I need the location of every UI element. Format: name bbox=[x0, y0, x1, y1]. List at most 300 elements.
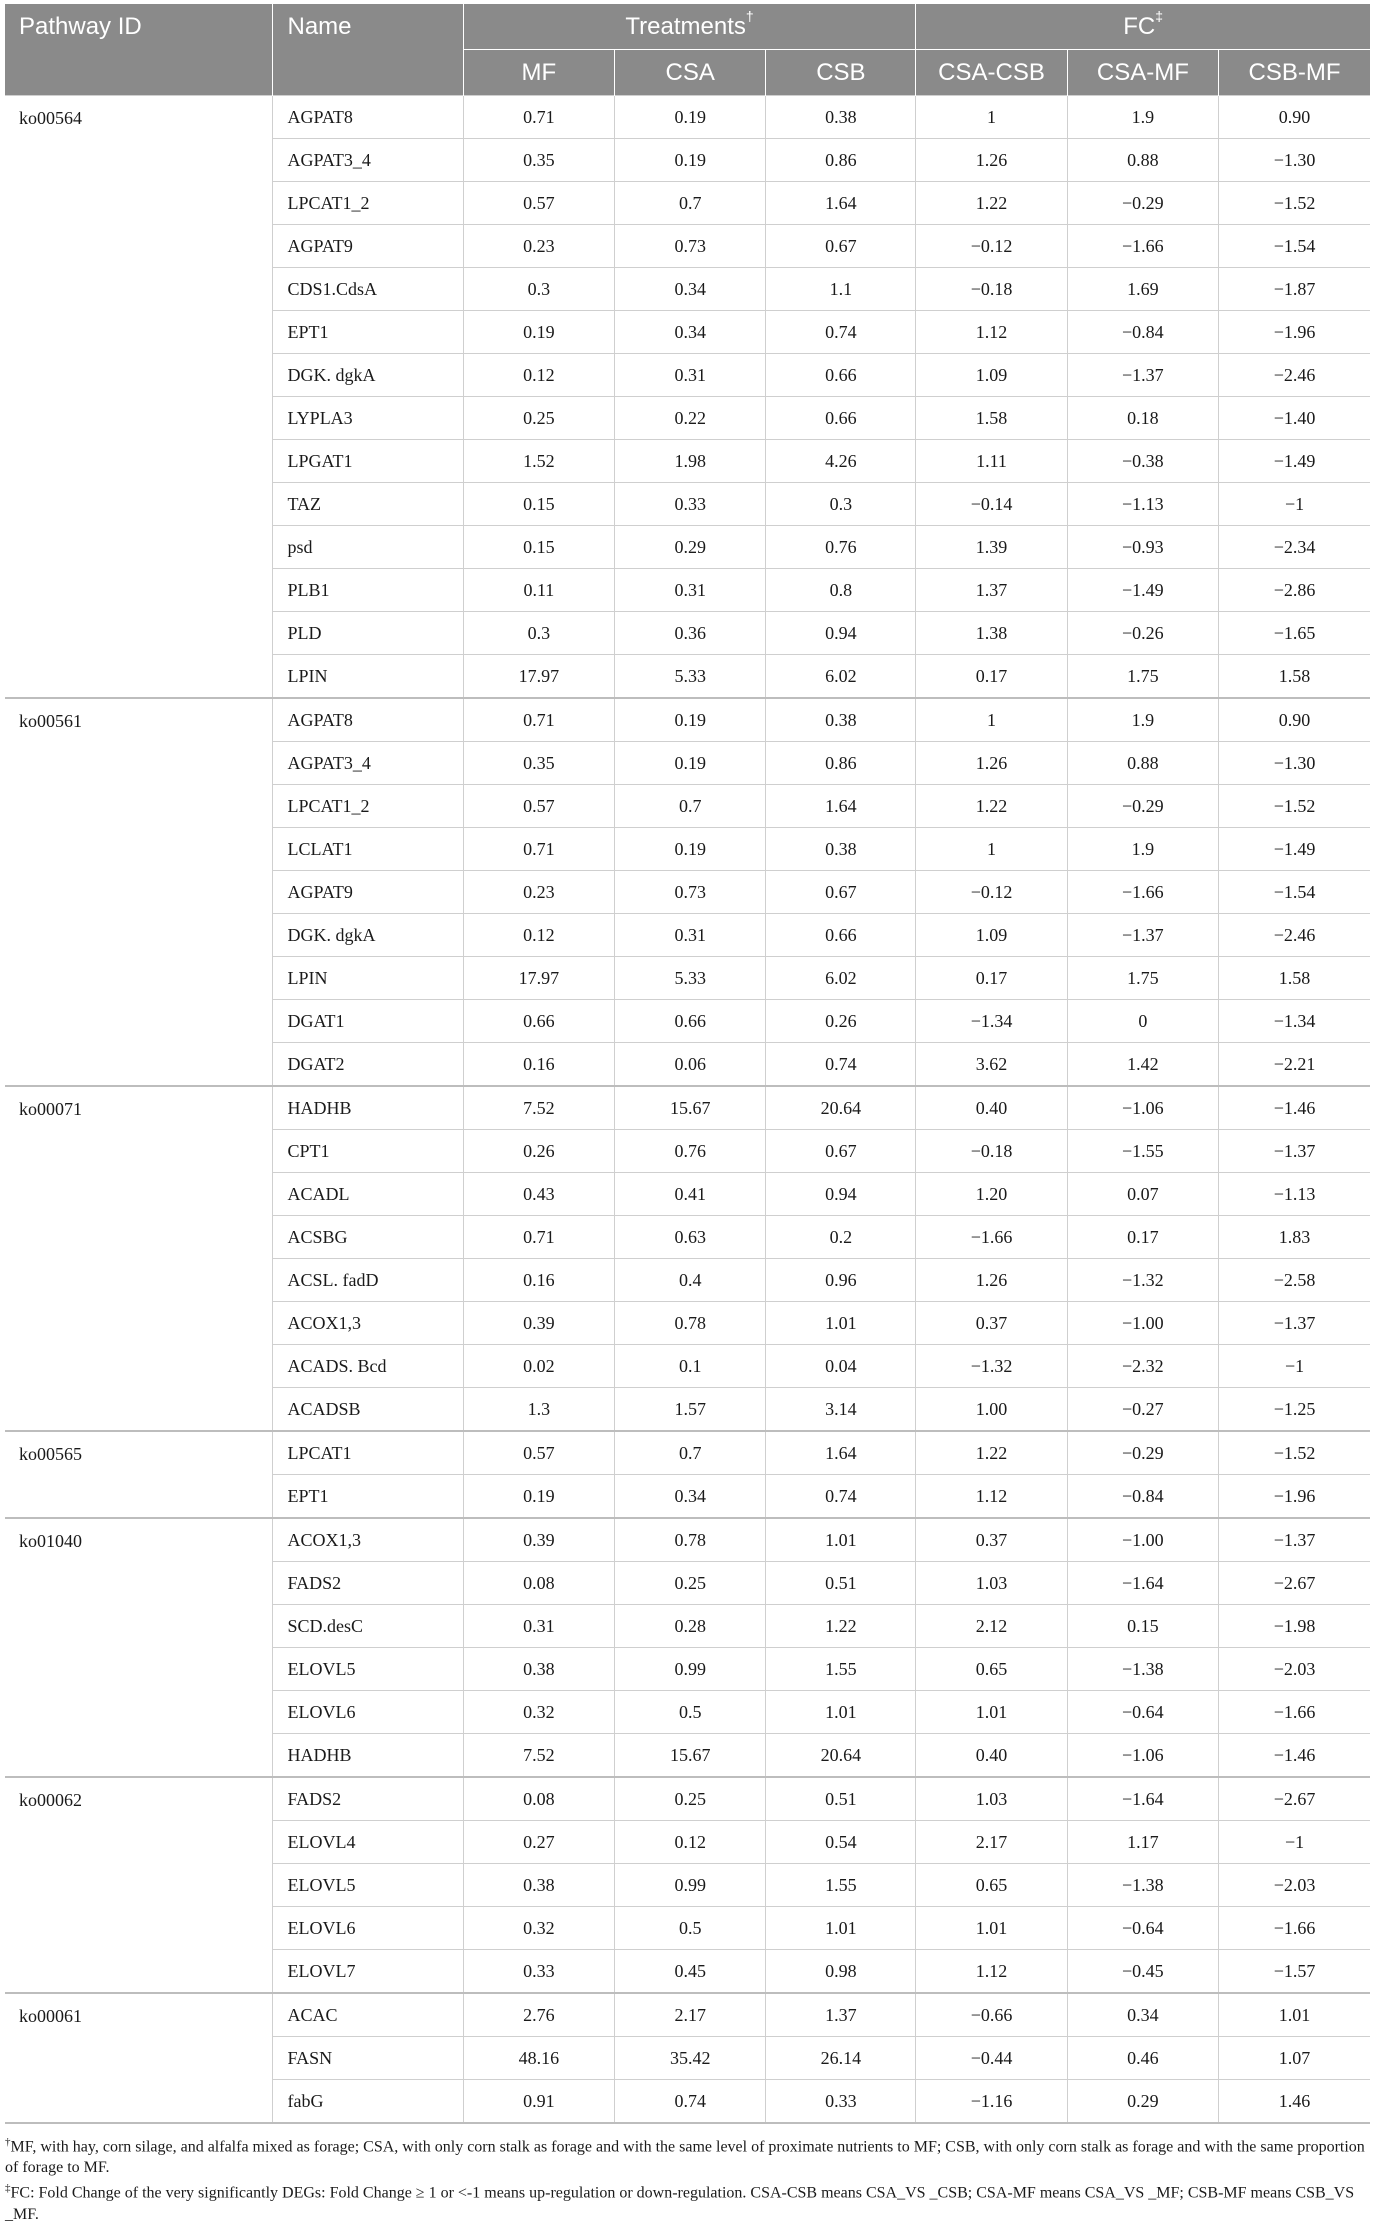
value-cell: 0.74 bbox=[766, 1043, 916, 1087]
gene-name-cell: EPT1 bbox=[273, 311, 463, 354]
value-cell: −2.86 bbox=[1219, 569, 1370, 612]
value-cell: 1.69 bbox=[1067, 268, 1218, 311]
value-cell: 0.7 bbox=[615, 1431, 766, 1475]
value-cell: 0.7 bbox=[615, 182, 766, 225]
fc-footnote-mark: ‡ bbox=[1155, 8, 1164, 24]
value-cell: 7.52 bbox=[463, 1734, 614, 1778]
value-cell: 0.94 bbox=[766, 612, 916, 655]
value-cell: −0.64 bbox=[1067, 1907, 1218, 1950]
value-cell: −1.54 bbox=[1219, 871, 1370, 914]
value-cell: −1.46 bbox=[1219, 1086, 1370, 1130]
value-cell: 0.4 bbox=[615, 1259, 766, 1302]
gene-name-cell: ACAC bbox=[273, 1993, 463, 2037]
value-cell: −1.13 bbox=[1067, 483, 1218, 526]
value-cell: 1.09 bbox=[916, 354, 1067, 397]
value-cell: 5.33 bbox=[615, 957, 766, 1000]
data-table-container bbox=[5, 4, 1370, 2225]
value-cell: 1.1 bbox=[766, 268, 916, 311]
value-cell: 4.26 bbox=[766, 440, 916, 483]
value-cell: −2.58 bbox=[1219, 1259, 1370, 1302]
value-cell: −1.00 bbox=[1067, 1518, 1218, 1562]
value-cell: 0.76 bbox=[615, 1130, 766, 1173]
gene-name-cell: FASN bbox=[273, 2037, 463, 2080]
value-cell: 0.02 bbox=[463, 1345, 614, 1388]
gene-name-cell: ELOVL4 bbox=[273, 1821, 463, 1864]
value-cell: 0.31 bbox=[615, 914, 766, 957]
value-cell: 0.35 bbox=[463, 139, 614, 182]
value-cell: 1.3 bbox=[463, 1388, 614, 1432]
value-cell: −1.16 bbox=[916, 2080, 1067, 2124]
value-cell: 0.33 bbox=[766, 2080, 916, 2124]
value-cell: 1.09 bbox=[916, 914, 1067, 957]
value-cell: −1.30 bbox=[1219, 139, 1370, 182]
value-cell: 1 bbox=[916, 96, 1067, 139]
value-cell: 0.51 bbox=[766, 1777, 916, 1821]
value-cell: 0.06 bbox=[615, 1043, 766, 1087]
value-cell: 0.96 bbox=[766, 1259, 916, 1302]
value-cell: 0.38 bbox=[766, 96, 916, 139]
value-cell: 1.01 bbox=[1219, 1993, 1370, 2037]
value-cell: 0.15 bbox=[463, 483, 614, 526]
value-cell: 0.35 bbox=[463, 742, 614, 785]
value-cell: 1.9 bbox=[1067, 828, 1218, 871]
value-cell: 1.64 bbox=[766, 182, 916, 225]
value-cell: 0.29 bbox=[1067, 2080, 1218, 2124]
value-cell: 1 bbox=[916, 698, 1067, 742]
gene-name-cell: ACSBG bbox=[273, 1216, 463, 1259]
value-cell: −1.37 bbox=[1067, 914, 1218, 957]
value-cell: −1.00 bbox=[1067, 1302, 1218, 1345]
value-cell: 1.52 bbox=[463, 440, 614, 483]
value-cell: 0.90 bbox=[1219, 698, 1370, 742]
value-cell: 2.17 bbox=[615, 1993, 766, 2037]
header-col-csb: CSB bbox=[766, 50, 916, 96]
value-cell: −1.13 bbox=[1219, 1173, 1370, 1216]
value-cell: 1.17 bbox=[1067, 1821, 1218, 1864]
value-cell: −1.37 bbox=[1067, 354, 1218, 397]
value-cell: 0.57 bbox=[463, 1431, 614, 1475]
header-treatments: Treatments† bbox=[463, 4, 916, 50]
value-cell: 0.99 bbox=[615, 1864, 766, 1907]
value-cell: 0.65 bbox=[916, 1648, 1067, 1691]
footnotes bbox=[5, 2124, 1370, 2225]
value-cell: 0.90 bbox=[1219, 96, 1370, 139]
value-cell: 0.43 bbox=[463, 1173, 614, 1216]
value-cell: 0.40 bbox=[916, 1086, 1067, 1130]
value-cell: 0.73 bbox=[615, 225, 766, 268]
value-cell: 17.97 bbox=[463, 655, 614, 699]
table-row bbox=[5, 1993, 1370, 2037]
header-col-csa: CSA bbox=[615, 50, 766, 96]
value-cell: 35.42 bbox=[615, 2037, 766, 2080]
value-cell: −0.93 bbox=[1067, 526, 1218, 569]
value-cell: 3.62 bbox=[916, 1043, 1067, 1087]
value-cell: −1.96 bbox=[1219, 311, 1370, 354]
value-cell: −1.37 bbox=[1219, 1518, 1370, 1562]
table-row bbox=[5, 698, 1370, 742]
value-cell: 0.19 bbox=[463, 311, 614, 354]
value-cell: 0.57 bbox=[463, 785, 614, 828]
gene-name-cell: LCLAT1 bbox=[273, 828, 463, 871]
value-cell: 0.36 bbox=[615, 612, 766, 655]
value-cell: 1.38 bbox=[916, 612, 1067, 655]
value-cell: 7.52 bbox=[463, 1086, 614, 1130]
value-cell: 1.11 bbox=[916, 440, 1067, 483]
value-cell: 0.34 bbox=[615, 1475, 766, 1519]
gene-name-cell: EPT1 bbox=[273, 1475, 463, 1519]
value-cell: 0.67 bbox=[766, 1130, 916, 1173]
value-cell: 1.22 bbox=[916, 1431, 1067, 1475]
value-cell: 1.58 bbox=[916, 397, 1067, 440]
value-cell: 0.11 bbox=[463, 569, 614, 612]
value-cell: 0.71 bbox=[463, 1216, 614, 1259]
value-cell: −1.37 bbox=[1219, 1302, 1370, 1345]
value-cell: 0.65 bbox=[916, 1864, 1067, 1907]
value-cell: 1.12 bbox=[916, 1475, 1067, 1519]
table-row bbox=[5, 96, 1370, 139]
value-cell: −2.03 bbox=[1219, 1864, 1370, 1907]
value-cell: 0.25 bbox=[615, 1777, 766, 1821]
pathway-id-cell: ko00565 bbox=[5, 1431, 273, 1518]
value-cell: −1.98 bbox=[1219, 1605, 1370, 1648]
gene-name-cell: FADS2 bbox=[273, 1562, 463, 1605]
gene-name-cell: psd bbox=[273, 526, 463, 569]
value-cell: 6.02 bbox=[766, 957, 916, 1000]
gene-name-cell: TAZ bbox=[273, 483, 463, 526]
value-cell: 1.55 bbox=[766, 1864, 916, 1907]
gene-name-cell: PLB1 bbox=[273, 569, 463, 612]
value-cell: 0.5 bbox=[615, 1691, 766, 1734]
value-cell: −0.45 bbox=[1067, 1950, 1218, 1994]
value-cell: −1.49 bbox=[1219, 828, 1370, 871]
value-cell: −0.18 bbox=[916, 1130, 1067, 1173]
value-cell: 0.29 bbox=[615, 526, 766, 569]
value-cell: 1.01 bbox=[766, 1691, 916, 1734]
value-cell: 1.58 bbox=[1219, 655, 1370, 699]
value-cell: 6.02 bbox=[766, 655, 916, 699]
value-cell: 0.67 bbox=[766, 225, 916, 268]
value-cell: −1.34 bbox=[1219, 1000, 1370, 1043]
value-cell: −1.52 bbox=[1219, 182, 1370, 225]
value-cell: 0.33 bbox=[615, 483, 766, 526]
value-cell: 1.01 bbox=[766, 1518, 916, 1562]
value-cell: 1.55 bbox=[766, 1648, 916, 1691]
header-col-csa-mf: CSA-MF bbox=[1067, 50, 1218, 96]
table-row bbox=[5, 1518, 1370, 1562]
value-cell: −1.65 bbox=[1219, 612, 1370, 655]
pathway-id-cell: ko00564 bbox=[5, 96, 273, 699]
table-row bbox=[5, 1086, 1370, 1130]
value-cell: −1.06 bbox=[1067, 1086, 1218, 1130]
header-col-mf: MF bbox=[463, 50, 614, 96]
value-cell: 1.12 bbox=[916, 311, 1067, 354]
gene-name-cell: ELOVL5 bbox=[273, 1648, 463, 1691]
pathway-id-cell: ko01040 bbox=[5, 1518, 273, 1777]
value-cell: 0.76 bbox=[766, 526, 916, 569]
value-cell: −2.34 bbox=[1219, 526, 1370, 569]
value-cell: 0.37 bbox=[916, 1518, 1067, 1562]
gene-name-cell: ACOX1,3 bbox=[273, 1302, 463, 1345]
value-cell: 1.20 bbox=[916, 1173, 1067, 1216]
value-cell: 0.45 bbox=[615, 1950, 766, 1994]
footnote-fc: ‡FC: Fold Change of the very significantly DEGs: Fold Change ≥ 1 or <-1 means up-regulation or down-regulation. CSA-CSB means CSA_VS _CSB; CSA-MF means CSA_VS _MF; CSB-MF means CSB_VS _MF. bbox=[5, 2182, 1355, 2223]
value-cell: 2.17 bbox=[916, 1821, 1067, 1864]
value-cell: 0.51 bbox=[766, 1562, 916, 1605]
value-cell: −1.66 bbox=[1219, 1907, 1370, 1950]
value-cell: 0.3 bbox=[463, 268, 614, 311]
value-cell: 0.08 bbox=[463, 1777, 614, 1821]
pathway-id-cell: ko00071 bbox=[5, 1086, 273, 1431]
value-cell: 0.66 bbox=[766, 354, 916, 397]
gene-name-cell: AGPAT9 bbox=[273, 225, 463, 268]
gene-name-cell: LPGAT1 bbox=[273, 440, 463, 483]
value-cell: −0.29 bbox=[1067, 785, 1218, 828]
value-cell: −2.46 bbox=[1219, 354, 1370, 397]
table-row bbox=[5, 1431, 1370, 1475]
value-cell: −0.12 bbox=[916, 871, 1067, 914]
value-cell: 1.75 bbox=[1067, 655, 1218, 699]
value-cell: 0.28 bbox=[615, 1605, 766, 1648]
value-cell: −0.66 bbox=[916, 1993, 1067, 2037]
value-cell: −1.66 bbox=[1067, 225, 1218, 268]
value-cell: 0.88 bbox=[1067, 139, 1218, 182]
gene-name-cell: HADHB bbox=[273, 1086, 463, 1130]
value-cell: −1.49 bbox=[1219, 440, 1370, 483]
value-cell: 0.66 bbox=[766, 397, 916, 440]
value-cell: 1.01 bbox=[766, 1302, 916, 1345]
value-cell: 0.23 bbox=[463, 225, 614, 268]
table-header bbox=[5, 4, 1370, 96]
value-cell: −2.03 bbox=[1219, 1648, 1370, 1691]
value-cell: 0.78 bbox=[615, 1518, 766, 1562]
value-cell: −1.46 bbox=[1219, 1734, 1370, 1778]
gene-name-cell: LPIN bbox=[273, 957, 463, 1000]
value-cell: 0.32 bbox=[463, 1907, 614, 1950]
value-cell: 0.38 bbox=[463, 1864, 614, 1907]
value-cell: 0.23 bbox=[463, 871, 614, 914]
value-cell: −1 bbox=[1219, 483, 1370, 526]
gene-name-cell: DGK. dgkA bbox=[273, 914, 463, 957]
value-cell: 1.64 bbox=[766, 1431, 916, 1475]
value-cell: −0.84 bbox=[1067, 1475, 1218, 1519]
value-cell: 0.34 bbox=[615, 311, 766, 354]
value-cell: 0.54 bbox=[766, 1821, 916, 1864]
value-cell: 1.39 bbox=[916, 526, 1067, 569]
value-cell: −1.06 bbox=[1067, 1734, 1218, 1778]
gene-name-cell: LYPLA3 bbox=[273, 397, 463, 440]
value-cell: −1.38 bbox=[1067, 1648, 1218, 1691]
value-cell: 0.17 bbox=[916, 655, 1067, 699]
value-cell: 0.66 bbox=[463, 1000, 614, 1043]
value-cell: 1.03 bbox=[916, 1777, 1067, 1821]
value-cell: 1.64 bbox=[766, 785, 916, 828]
value-cell: 1.98 bbox=[615, 440, 766, 483]
value-cell: −1.54 bbox=[1219, 225, 1370, 268]
value-cell: −2.21 bbox=[1219, 1043, 1370, 1087]
value-cell: 0.19 bbox=[615, 96, 766, 139]
gene-name-cell: ACADL bbox=[273, 1173, 463, 1216]
gene-name-cell: AGPAT3_4 bbox=[273, 742, 463, 785]
value-cell: 1.01 bbox=[766, 1907, 916, 1950]
pathway-id-cell: ko00061 bbox=[5, 1993, 273, 2123]
header-col-csa-csb: CSA-CSB bbox=[916, 50, 1067, 96]
value-cell: 0.46 bbox=[1067, 2037, 1218, 2080]
gene-name-cell: ELOVL6 bbox=[273, 1691, 463, 1734]
value-cell: 1.42 bbox=[1067, 1043, 1218, 1087]
value-cell: 0.27 bbox=[463, 1821, 614, 1864]
value-cell: 0.38 bbox=[766, 698, 916, 742]
value-cell: 0.99 bbox=[615, 1648, 766, 1691]
value-cell: 1.75 bbox=[1067, 957, 1218, 1000]
value-cell: 0.37 bbox=[916, 1302, 1067, 1345]
value-cell: 0.73 bbox=[615, 871, 766, 914]
value-cell: 0.71 bbox=[463, 96, 614, 139]
value-cell: 1.83 bbox=[1219, 1216, 1370, 1259]
gene-name-cell: fabG bbox=[273, 2080, 463, 2124]
value-cell: 1.37 bbox=[766, 1993, 916, 2037]
value-cell: −1.30 bbox=[1219, 742, 1370, 785]
value-cell: 1.22 bbox=[916, 785, 1067, 828]
value-cell: −0.18 bbox=[916, 268, 1067, 311]
gene-name-cell: LPCAT1_2 bbox=[273, 182, 463, 225]
value-cell: 0.15 bbox=[463, 526, 614, 569]
value-cell: 0.78 bbox=[615, 1302, 766, 1345]
value-cell: 0.2 bbox=[766, 1216, 916, 1259]
gene-name-cell: DGAT2 bbox=[273, 1043, 463, 1087]
value-cell: −1.87 bbox=[1219, 268, 1370, 311]
gene-name-cell: SCD.desC bbox=[273, 1605, 463, 1648]
gene-name-cell: CPT1 bbox=[273, 1130, 463, 1173]
value-cell: 20.64 bbox=[766, 1086, 916, 1130]
value-cell: 20.64 bbox=[766, 1734, 916, 1778]
value-cell: 0.31 bbox=[463, 1605, 614, 1648]
value-cell: −1.66 bbox=[916, 1216, 1067, 1259]
value-cell: 1 bbox=[916, 828, 1067, 871]
value-cell: 0.31 bbox=[615, 569, 766, 612]
value-cell: 0.74 bbox=[766, 311, 916, 354]
value-cell: 0.19 bbox=[463, 1475, 614, 1519]
value-cell: 0.91 bbox=[463, 2080, 614, 2124]
value-cell: 0.38 bbox=[766, 828, 916, 871]
value-cell: 0.33 bbox=[463, 1950, 614, 1994]
value-cell: 0.41 bbox=[615, 1173, 766, 1216]
value-cell: 0.19 bbox=[615, 742, 766, 785]
value-cell: 0.25 bbox=[615, 1562, 766, 1605]
value-cell: 0.17 bbox=[916, 957, 1067, 1000]
value-cell: 0.19 bbox=[615, 828, 766, 871]
value-cell: 0.15 bbox=[1067, 1605, 1218, 1648]
value-cell: −1.40 bbox=[1219, 397, 1370, 440]
value-cell: 0.18 bbox=[1067, 397, 1218, 440]
value-cell: 15.67 bbox=[615, 1086, 766, 1130]
value-cell: 0.74 bbox=[766, 1475, 916, 1519]
value-cell: −1 bbox=[1219, 1345, 1370, 1388]
value-cell: 0.34 bbox=[615, 268, 766, 311]
value-cell: 1.01 bbox=[916, 1907, 1067, 1950]
value-cell: 0.26 bbox=[463, 1130, 614, 1173]
value-cell: −1.57 bbox=[1219, 1950, 1370, 1994]
value-cell: 1.03 bbox=[916, 1562, 1067, 1605]
value-cell: −1.49 bbox=[1067, 569, 1218, 612]
value-cell: −0.29 bbox=[1067, 1431, 1218, 1475]
value-cell: −1.34 bbox=[916, 1000, 1067, 1043]
value-cell: 1.26 bbox=[916, 139, 1067, 182]
value-cell: 3.14 bbox=[766, 1388, 916, 1432]
value-cell: 0.8 bbox=[766, 569, 916, 612]
header-fc: FC‡ bbox=[916, 4, 1370, 50]
value-cell: 0.19 bbox=[615, 139, 766, 182]
value-cell: 0.63 bbox=[615, 1216, 766, 1259]
value-cell: −1.25 bbox=[1219, 1388, 1370, 1432]
gene-name-cell: DGK. dgkA bbox=[273, 354, 463, 397]
value-cell: −1.66 bbox=[1219, 1691, 1370, 1734]
gene-name-cell: AGPAT3_4 bbox=[273, 139, 463, 182]
value-cell: 1.46 bbox=[1219, 2080, 1370, 2124]
gene-name-cell: LPIN bbox=[273, 655, 463, 699]
value-cell: 0 bbox=[1067, 1000, 1218, 1043]
table-body bbox=[5, 96, 1370, 2124]
gene-name-cell: ACADSB bbox=[273, 1388, 463, 1432]
value-cell: 1.37 bbox=[916, 569, 1067, 612]
gene-name-cell: CDS1.CdsA bbox=[273, 268, 463, 311]
value-cell: 1.57 bbox=[615, 1388, 766, 1432]
data-table bbox=[5, 4, 1370, 2124]
value-cell: 1.9 bbox=[1067, 96, 1218, 139]
gene-name-cell: ELOVL6 bbox=[273, 1907, 463, 1950]
value-cell: −0.29 bbox=[1067, 182, 1218, 225]
value-cell: −1.52 bbox=[1219, 785, 1370, 828]
value-cell: 0.74 bbox=[615, 2080, 766, 2124]
value-cell: 0.38 bbox=[463, 1648, 614, 1691]
value-cell: 0.57 bbox=[463, 182, 614, 225]
value-cell: −1.32 bbox=[916, 1345, 1067, 1388]
value-cell: 0.08 bbox=[463, 1562, 614, 1605]
value-cell: 1.07 bbox=[1219, 2037, 1370, 2080]
value-cell: 0.16 bbox=[463, 1259, 614, 1302]
value-cell: −0.64 bbox=[1067, 1691, 1218, 1734]
value-cell: −1.38 bbox=[1067, 1864, 1218, 1907]
value-cell: 48.16 bbox=[463, 2037, 614, 2080]
value-cell: 0.40 bbox=[916, 1734, 1067, 1778]
value-cell: −0.12 bbox=[916, 225, 1067, 268]
value-cell: 0.32 bbox=[463, 1691, 614, 1734]
gene-name-cell: LPCAT1_2 bbox=[273, 785, 463, 828]
value-cell: −2.67 bbox=[1219, 1777, 1370, 1821]
value-cell: −2.32 bbox=[1067, 1345, 1218, 1388]
gene-name-cell: AGPAT8 bbox=[273, 698, 463, 742]
footnote-treatments: †MF, with hay, corn silage, and alfalfa mixed as forage; CSA, with only corn stalk as forage and with the same level of proximate nutrients to MF; CSB, with only corn stalk as forage and with the same proportion of forage to MF. bbox=[5, 2136, 1365, 2177]
table-row bbox=[5, 1777, 1370, 1821]
header-name: Name bbox=[273, 4, 463, 96]
value-cell: 1.26 bbox=[916, 1259, 1067, 1302]
value-cell: −1.64 bbox=[1067, 1562, 1218, 1605]
value-cell: −0.26 bbox=[1067, 612, 1218, 655]
value-cell: 0.34 bbox=[1067, 1993, 1218, 2037]
value-cell: 0.3 bbox=[766, 483, 916, 526]
value-cell: 0.12 bbox=[463, 354, 614, 397]
value-cell: 0.16 bbox=[463, 1043, 614, 1087]
value-cell: −0.84 bbox=[1067, 311, 1218, 354]
value-cell: −0.38 bbox=[1067, 440, 1218, 483]
value-cell: 0.25 bbox=[463, 397, 614, 440]
gene-name-cell: DGAT1 bbox=[273, 1000, 463, 1043]
gene-name-cell: ACOX1,3 bbox=[273, 1518, 463, 1562]
treatments-footnote-mark: † bbox=[745, 8, 754, 24]
value-cell: −1.37 bbox=[1219, 1130, 1370, 1173]
value-cell: −1.64 bbox=[1067, 1777, 1218, 1821]
value-cell: 5.33 bbox=[615, 655, 766, 699]
gene-name-cell: AGPAT8 bbox=[273, 96, 463, 139]
